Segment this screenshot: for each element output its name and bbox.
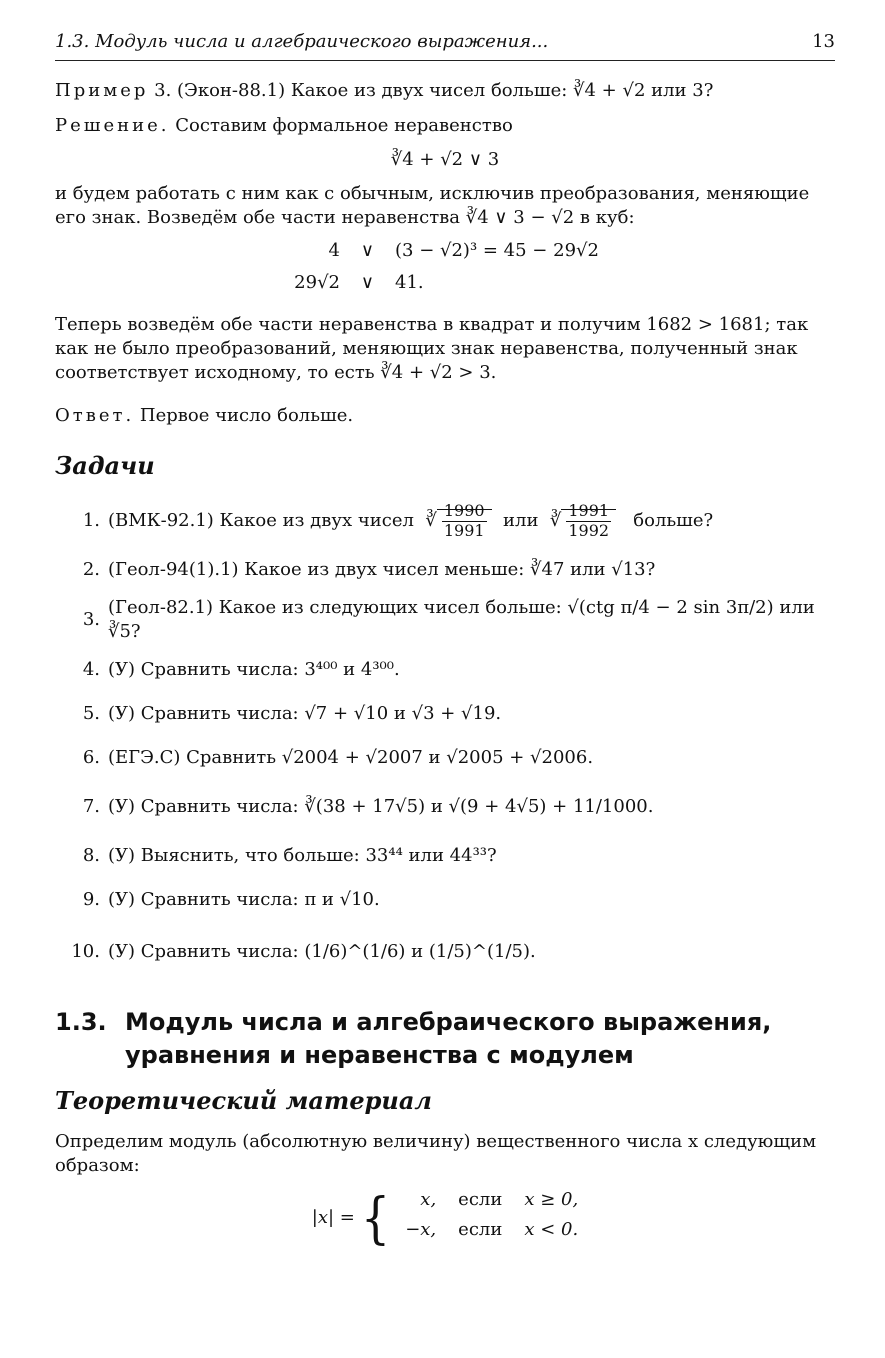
task-text: (Геол-94(1).1) Какое из двух чисел меньше: ∛47 или √13? bbox=[108, 559, 656, 581]
eq-op: ∨ bbox=[360, 271, 375, 293]
task-text: (У) Сравнить числа: (1/6)^(1/6) и (1/5)^(1/5). bbox=[108, 941, 536, 963]
case-lines bbox=[396, 1188, 578, 1248]
section-title: Модуль числа и алгебраического выражения, уравнения и неравенства с модулем bbox=[125, 1008, 772, 1069]
eq-right: (3 − √2)³ = 45 − 29√2 bbox=[395, 239, 599, 261]
task-1-mid: или bbox=[503, 510, 539, 532]
task-text: (У) Выяснить, что больше: 33⁴⁴ или 44³³? bbox=[108, 845, 497, 867]
paragraph-2: и будем работать с ним как с обычным, исключив преобразования, меняющие его знак. Возведём обе части неравенства ∛4 ∨ 3 − √2 в куб: bbox=[55, 183, 810, 229]
solution-paragraph bbox=[55, 114, 835, 138]
definition-text: Определим модуль (абсолютную величину) вещественного числа x следующим образом: bbox=[55, 1130, 817, 1176]
task-number: 2. bbox=[82, 559, 100, 581]
task-text: (ЕГЭ.С) Сравнить √2004 + √2007 и √2005 + √2006. bbox=[108, 747, 594, 769]
abs-lhs: |x| = bbox=[311, 1206, 355, 1228]
task-item bbox=[55, 548, 835, 592]
task-item bbox=[55, 922, 835, 982]
answer-paragraph bbox=[55, 404, 835, 428]
subsection-heading: Теоретический материал bbox=[55, 1086, 432, 1116]
piecewise-definition bbox=[55, 1185, 835, 1251]
fraction-num: 1990 bbox=[443, 501, 485, 521]
case-value: x, bbox=[420, 1189, 437, 1211]
fraction bbox=[442, 502, 487, 540]
task-item bbox=[55, 878, 835, 922]
task-item bbox=[55, 648, 835, 692]
task-item bbox=[55, 494, 835, 548]
case-cond-word: если bbox=[458, 1219, 503, 1241]
task-number: 6. bbox=[82, 747, 100, 769]
solution-text: Составим формальное неравенство bbox=[175, 114, 513, 136]
running-header bbox=[55, 30, 835, 61]
example-paragraph bbox=[55, 79, 835, 103]
task-1-post: больше? bbox=[633, 510, 714, 532]
task-text: (У) Сравнить числа: π и √10. bbox=[108, 889, 380, 911]
task-item bbox=[55, 780, 835, 834]
case-value: −x, bbox=[405, 1219, 437, 1241]
formula-inequality: ∛4 + √2 ∨ 3 bbox=[390, 148, 500, 170]
task-text: (У) Сравнить числа: 3⁴⁰⁰ и 4³⁰⁰. bbox=[108, 659, 400, 681]
case-cond: x < 0. bbox=[524, 1219, 579, 1241]
task-text: (У) Сравнить числа: ∛(38 + 17√5) и √(9 + 4√5) + 11/1000. bbox=[108, 796, 654, 818]
paragraph-3: Теперь возведём обе части неравенства в квадрат и получим 1682 > 1681; так как не было преобразований, меняющих знак неравенства, полученный знак соответствует исходному, то есть ∛4 + √2 > 3. bbox=[55, 313, 809, 384]
task-number: 9. bbox=[82, 889, 100, 911]
eq-right: 41. bbox=[395, 271, 424, 293]
page-number: 13 bbox=[812, 31, 835, 52]
fraction-den: 1991 bbox=[443, 520, 485, 540]
task-1-pre: (ВМК-92.1) Какое из двух чисел bbox=[108, 510, 414, 532]
task-item bbox=[55, 834, 835, 878]
task-number: 5. bbox=[82, 703, 100, 725]
task-text: (ВМК-92.1) Какое из двух чисел ∛ $\frac{1990}{1991}$ или ∛ $\frac{1991}{1992}$ больше? bbox=[108, 501, 714, 540]
case-cond: x ≥ 0, bbox=[524, 1189, 579, 1211]
case-row bbox=[396, 1218, 578, 1248]
task-list bbox=[55, 494, 835, 982]
case-row bbox=[396, 1188, 578, 1218]
task-text: (У) Сравнить числа: √7 + √10 и √3 + √19. bbox=[108, 703, 502, 725]
fraction-den: 1992 bbox=[568, 520, 610, 540]
task-number: 10. bbox=[71, 941, 100, 963]
task-text: (Геол-82.1) Какое из следующих чисел больше: √(ctg π/4 − 2 sin 3π/2) или ∛5? bbox=[108, 597, 815, 643]
task-number: 1. bbox=[82, 510, 100, 532]
equation-block bbox=[55, 239, 835, 303]
task-number: 3. bbox=[82, 609, 100, 631]
task-item bbox=[55, 592, 835, 648]
case-cond-word: если bbox=[458, 1189, 503, 1211]
eq-left: 4 bbox=[328, 239, 340, 261]
radical bbox=[561, 501, 616, 540]
equation-row bbox=[55, 239, 835, 271]
equation-row bbox=[55, 271, 835, 303]
solution-label: Решение. bbox=[55, 114, 170, 136]
section-heading bbox=[55, 1006, 835, 1071]
eq-op: ∨ bbox=[360, 239, 375, 261]
example-label: Пример bbox=[55, 80, 149, 102]
header-title: 1.3. Модуль числа и алгебраического выражения... bbox=[55, 31, 549, 52]
example-text: 3. (Экон-88.1) Какое из двух чисел больше: ∛4 + √2 или 3? bbox=[154, 80, 714, 102]
task-number: 4. bbox=[82, 659, 100, 681]
radical bbox=[437, 501, 492, 540]
section-number: 1.3. bbox=[55, 1008, 107, 1037]
eq-left: 29√2 bbox=[294, 271, 340, 293]
left-brace: { bbox=[360, 1185, 391, 1251]
task-number: 8. bbox=[82, 845, 100, 867]
task-item bbox=[55, 736, 835, 780]
answer-label: Ответ. bbox=[55, 404, 135, 426]
task-item bbox=[55, 692, 835, 736]
fraction-num: 1991 bbox=[568, 501, 610, 521]
task-number: 7. bbox=[82, 796, 100, 818]
fraction bbox=[566, 502, 611, 540]
answer-text: Первое число больше. bbox=[139, 404, 354, 426]
tasks-heading: Задачи bbox=[55, 450, 155, 480]
page bbox=[55, 30, 835, 1251]
